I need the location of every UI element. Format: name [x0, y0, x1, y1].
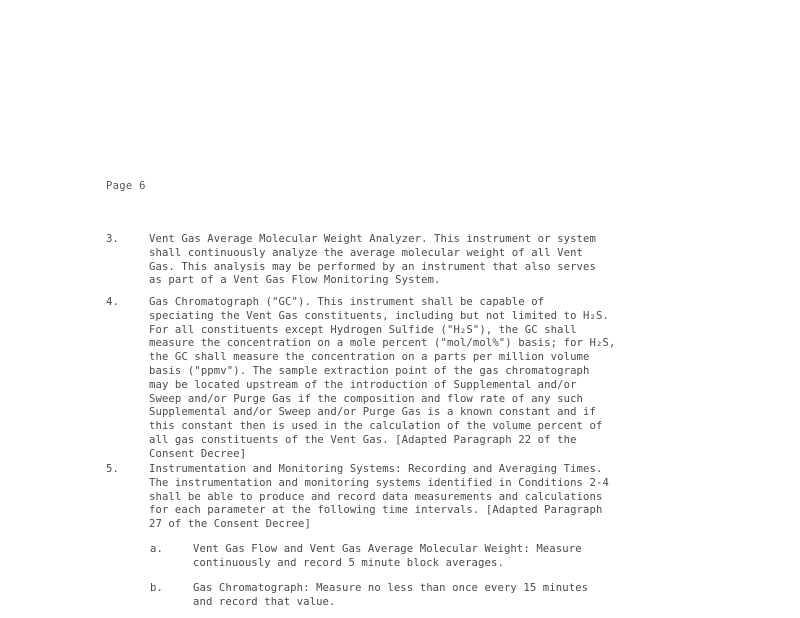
item-number: 3. — [106, 233, 119, 245]
condition-item-4 — [106, 296, 666, 462]
item-text: Gas Chromatograph ("GC"). This instrument shall be capable of speciating the Vent Gas constituents, including but not limited to H₂S. For all constituents except Hydrogen Sulfide ("H₂S"), the GC shall measure the concentration on a mole percent ("mol/mol%") basis; for H₂S, the GC shall measure the concentration on a parts per million volume basis ("ppmv"). The sample extraction point of the gas chromatograph may be located upstream of the introduction of Supplemental and/or Sweep and/or Purge Gas if the composition and flow rate of any such Supplemental and/or Sweep and/or Purge Gas is a known constant and if this constant then is used in the calculation of the volume percent of all gas constituents of the Vent Gas. [Adapted Paragraph 22 of the Consent Decree] — [149, 296, 616, 460]
condition-item-5 — [106, 463, 666, 532]
subitem-text: Vent Gas Flow and Vent Gas Average Molecular Weight: Measure continuously and record 5 minute block averages. — [193, 543, 582, 569]
item-text: Instrumentation and Monitoring Systems: Recording and Averaging Times. The instrumentation and monitoring systems identified in Conditions 2-4 shall be able to produce and record data measurements and calculations for each parameter at the following time intervals. [Adapted Paragraph 27 of the Consent Decree] — [149, 463, 609, 531]
item-text: Vent Gas Average Molecular Weight Analyzer. This instrument or system shall continuously analyze the average molecular weight of all Vent Gas. This analysis may be performed by an instrument that also serves as part of a Vent Gas Flow Monitoring System. — [149, 233, 596, 287]
subitem-letter: b. — [150, 582, 163, 594]
item-number: 5. — [106, 463, 119, 475]
subitem-text: Gas Chromatograph: Measure no less than once every 15 minutes and record that value. — [193, 582, 589, 608]
subitem-a — [150, 543, 670, 571]
page-number: Page 6 — [106, 180, 146, 192]
condition-item-3 — [106, 233, 666, 288]
item-number: 4. — [106, 296, 119, 308]
subitem-letter: a. — [150, 543, 163, 555]
subitem-b — [150, 582, 670, 610]
